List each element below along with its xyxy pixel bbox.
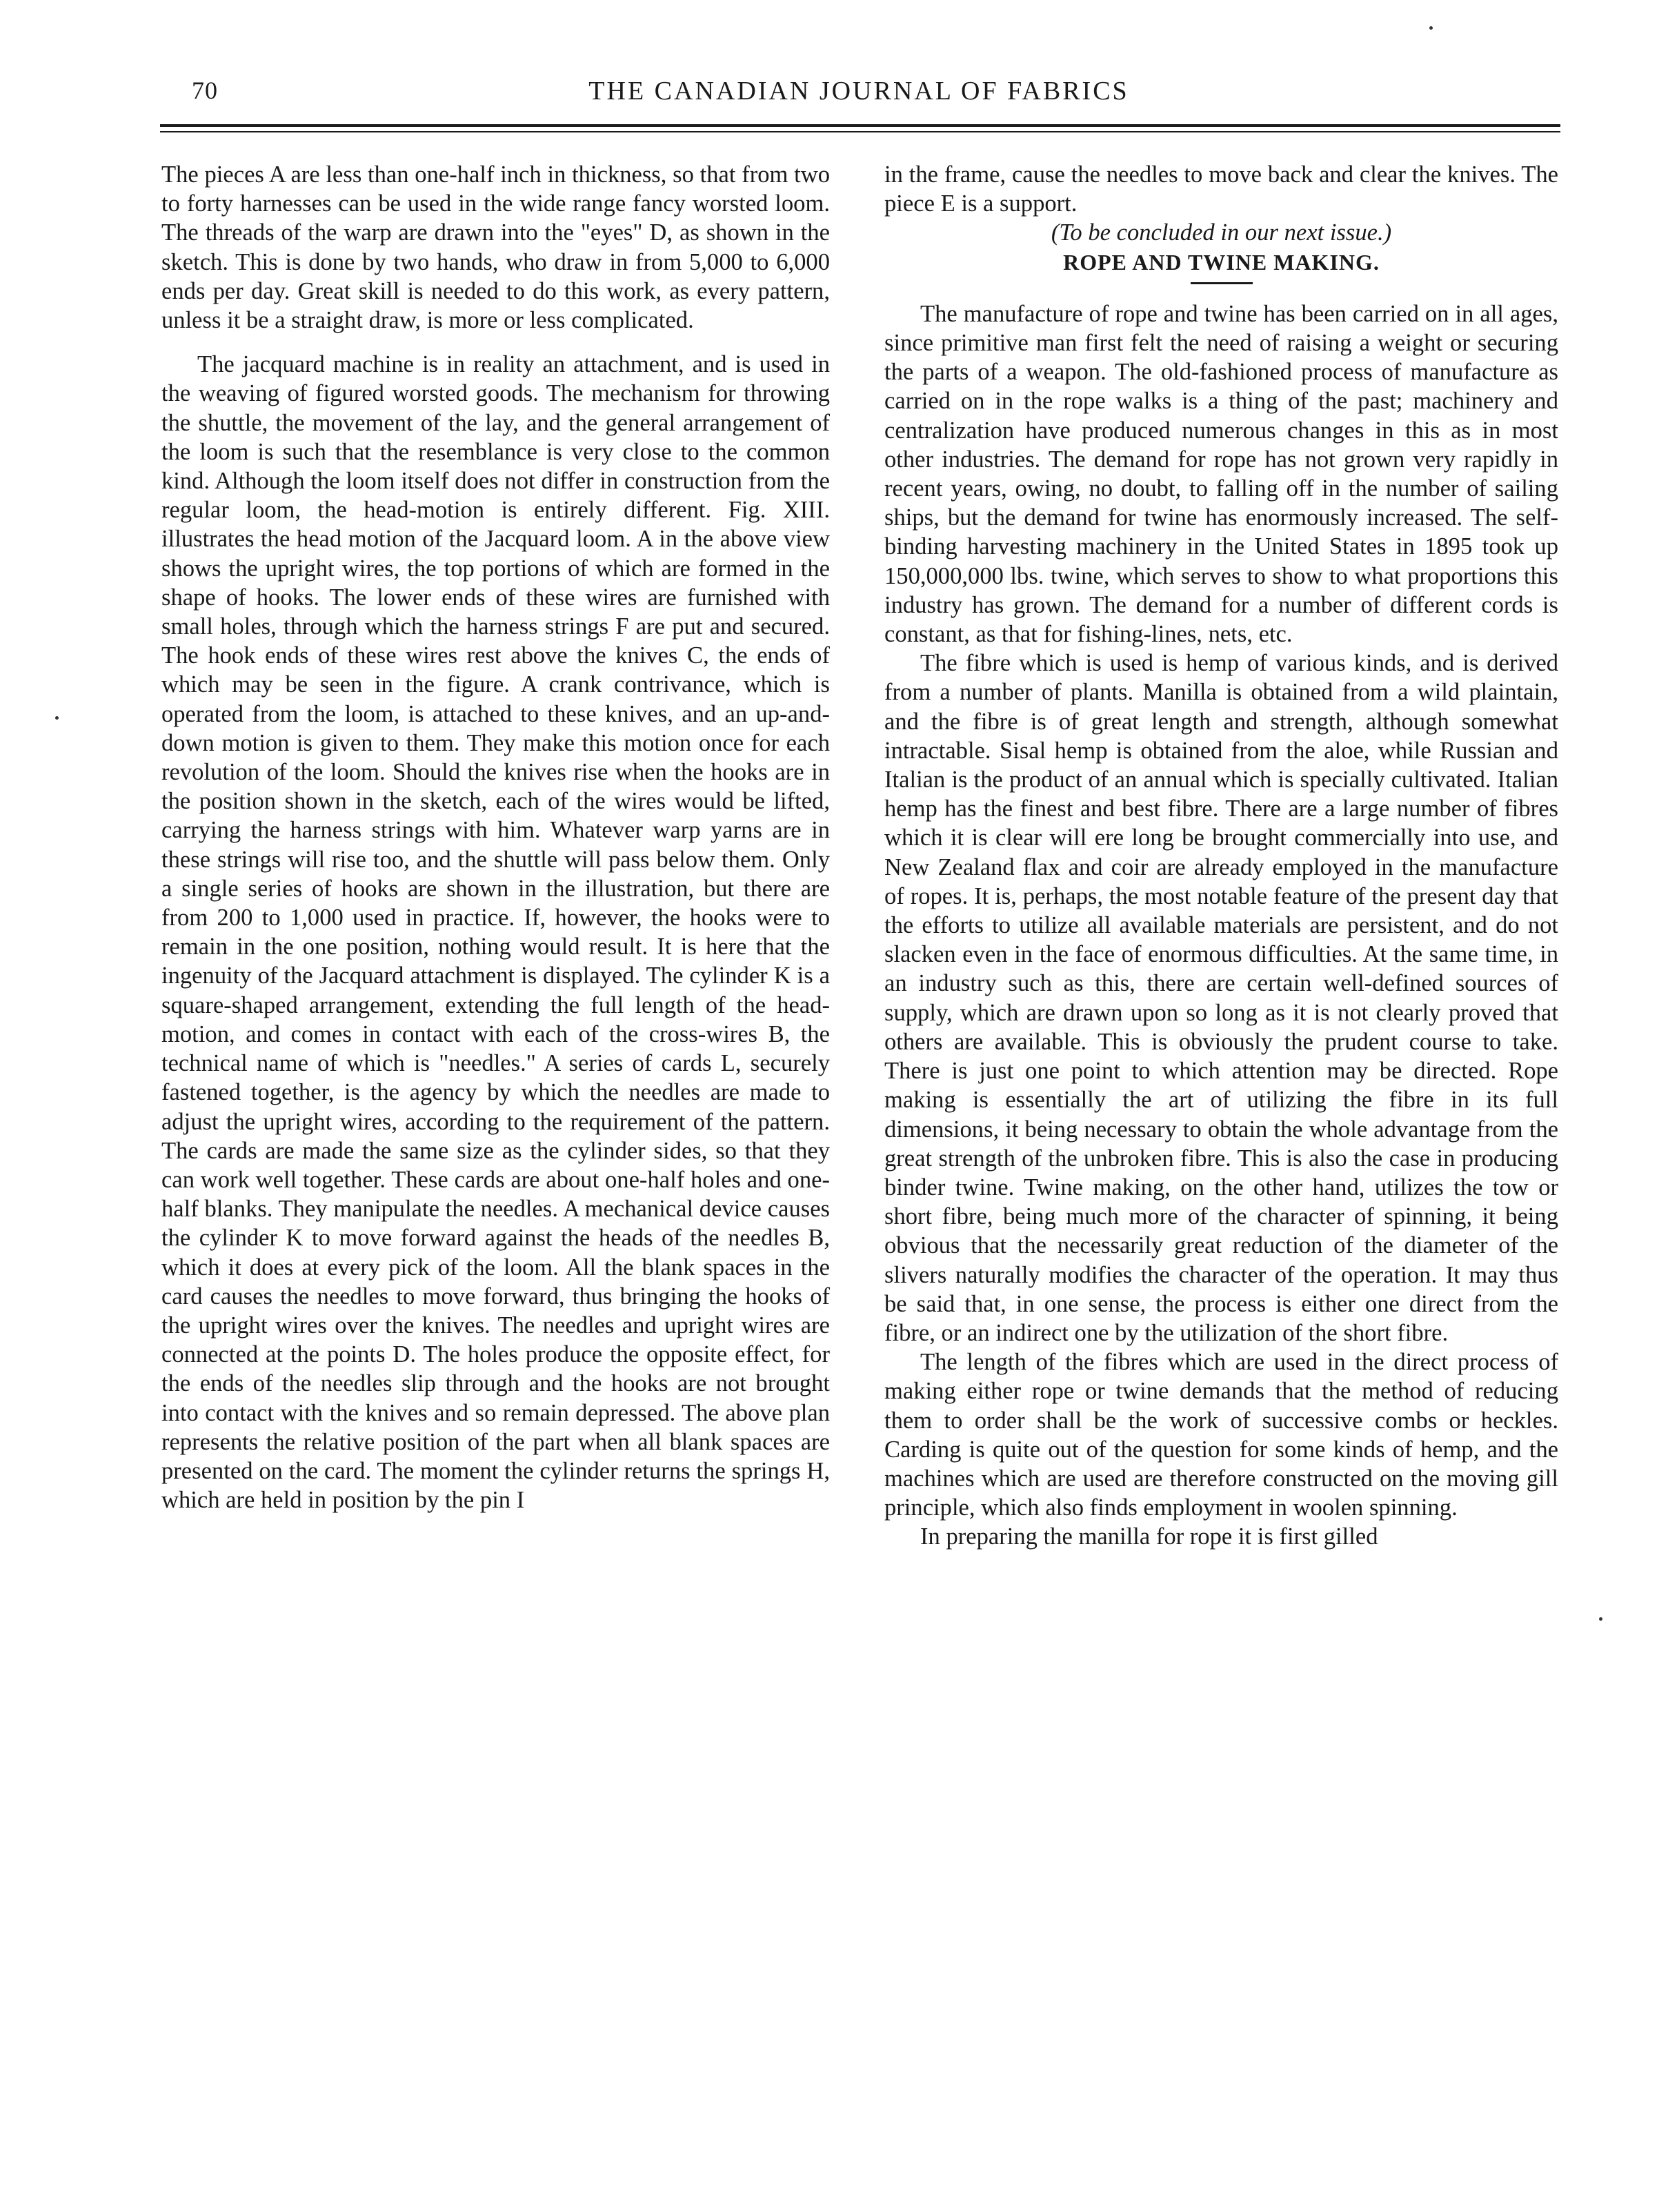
right-paragraph-4: In preparing the manilla for rope it is first gilled — [920, 1523, 1378, 1550]
header-rule-thin — [160, 131, 1560, 132]
left-paragraph-1: The pieces A are less than one-half inch in thickness, so that from two to forty harnesses can be used in the wide range fancy worsted loom. The threads of the warp are drawn into the "eyes" D, as shown in the sketch. This is done by two hands, who draw in from 5,000 to 6,000 ends per day. Great skill is needed to do this work, as every pattern, unless it be a straight draw, is more or less complicated. — [161, 161, 830, 334]
scan-speck — [1599, 1617, 1602, 1621]
scan-speck — [55, 716, 59, 720]
right-paragraph-2: The fibre which is used is hemp of various kinds, and is derived from a number of plants. Manilla is obtained from a wild plaintain, and the fibre is of great length and strength, although somewhat intractable. Sisal hemp is obtained from the aloe, while Russian and Italian is the product of an annual which is specially cultivated. Italian hemp has the finest and best fibre. There are a large number of fibres which it is clear will ere long be brought commercially into use, and New Zealand flax and coir are already employed in the manufacture of ropes. It is, perhaps, the most notable feature of the present day that the efforts to utilize all available materials are persistent, and do not slacken even in the face of enormous difficulties. At the same time, in an industry such as this, there are certain well-defined sources of supply, which are drawn upon so long as it is not clearly proved that others are available. This is obviously the prudent course to take. There is just one point to which attention may be directed. Rope making is essentially the art of utilizing the fibre in its full dimensions, it being necessary to obtain the whole advantage from the great strength of the unbroken fibre. This is also the case in producing binder twine. Twine making, on the other hand, utilizes the tow or short fibre, being much more of the character of spinning, it being obvious that the necessarily great reduction of the diameter of the slivers naturally modifies the character of the operation. It may thus be said that, in one sense, the process is either one direct from the fibre, or an indirect one by the utilization of the short fibre. — [884, 650, 1558, 1346]
header-rule-thick — [160, 124, 1560, 127]
left-paragraph-2: The jacquard machine is in reality an attachment, and is used in the weaving of figured worsted goods. The mechanism for throwing the shuttle, the movement of the lay, and the general arrangement of the loom is such that the resemblance is very close to the common kind. Although the loom itself does not differ in construction from the regular loom, the head-motion is entirely different. Fig. XIII. illustrates the head motion of the Jacquard loom. A in the above view shows the upright wires, the top portions of which are formed in the shape of hooks. The lower ends of these wires are furnished with small holes, through which the harness strings F are put and secured. The hook ends of these wires rest above the knives C, the ends of which may be seen in the figure. A crank contrivance, which is operated from the loom, is attached to these knives, and an up-and-down motion is given to them. They make this motion once for each revolution of the loom. Should the knives rise when the hooks are in the position shown in the sketch, each of the wires would be lifted, carrying the harness strings with him. Whatever warp yarns are in these strings will rise too, and the shuttle will pass below them. Only a single series of hooks are shown in the illustration, but there are from 200 to 1,000 used in practice. If, however, the hooks were to remain in the one position, nothing would result. It is here that the ingenuity of the Jacquard attachment is displayed. The cylinder K is a square-shaped arrangement, extending the full length of the head-motion, and comes in contact with each of the cross-wires B, the technical name of which is "needles." A series of cards L, securely fastened together, is the agency by which the needles are made to adjust the upright wires, according to the requirement of the pattern. The cards are made the same size as the cylinder sides, so that they can work well together. These cards are about one-half holes and one-half blanks. They manipulate the needles. A mechanical device causes the cylinder K to move forward against the heads of the needles B, which it does at every pick of the loom. All the blank spaces in the card causes the needles to move forward, thus bringing the hooks of the upright wires over the knives. The needles and upright wires are connected at the points D. The holes produce the opposite effect, for the ends of the needles slip through and the hooks are not brought into contact with the knives and so remain depressed. The above plan represents the relative position of the part when all blank spaces are presented on the card. The moment the cylinder returns the springs H, which are held in position by the pin I — [161, 351, 830, 1514]
right-paragraph-3: The length of the fibres which are used in the direct process of making either rope or twine demands that the method of reducing them to order shall be the work of successive combs or heckles. Carding is quite out of the question for some kinds of hemp, and the machines which are used are therefore constructed on the moving gill principle, which also finds employment in woolen spinning. — [884, 1349, 1558, 1521]
right-paragraph-1: The manufacture of rope and twine has been carried on in all ages, since primitive man first felt the need of raising a weight or securing the parts of a weapon. The old-fashioned process of manufacture as carried on in the rope walks is a thing of the past; machinery and centralization have produced numerous changes in this as in most other industries. The demand for rope has not grown very rapidly in recent years, owing, no doubt, to falling off in the number of sailing ships, but the demand for twine has enormously increased. The self-binding harvesting machinery in the United States in 1895 took up 150,000,000 lbs. twine, which serves to show to what proportions this industry has grown. The demand for a number of different cords is constant, as that for fishing-lines, nets, etc. — [884, 300, 1558, 648]
continuation-text: in the frame, cause the needles to move back and clear the knives. The piece E is a support. — [884, 161, 1558, 217]
right-column — [884, 160, 1558, 1552]
page-header — [159, 76, 1559, 124]
left-column — [161, 160, 830, 1514]
continued-note: (To be concluded in our next issue.) — [1051, 219, 1392, 246]
journal-title: THE CANADIAN JOURNAL OF FABRICS — [588, 77, 1129, 106]
page-number: 70 — [192, 77, 218, 104]
heading-rule — [1191, 282, 1253, 284]
article-heading: ROPE AND TWINE MAKING. — [1063, 249, 1380, 275]
scan-speck — [1429, 26, 1433, 30]
